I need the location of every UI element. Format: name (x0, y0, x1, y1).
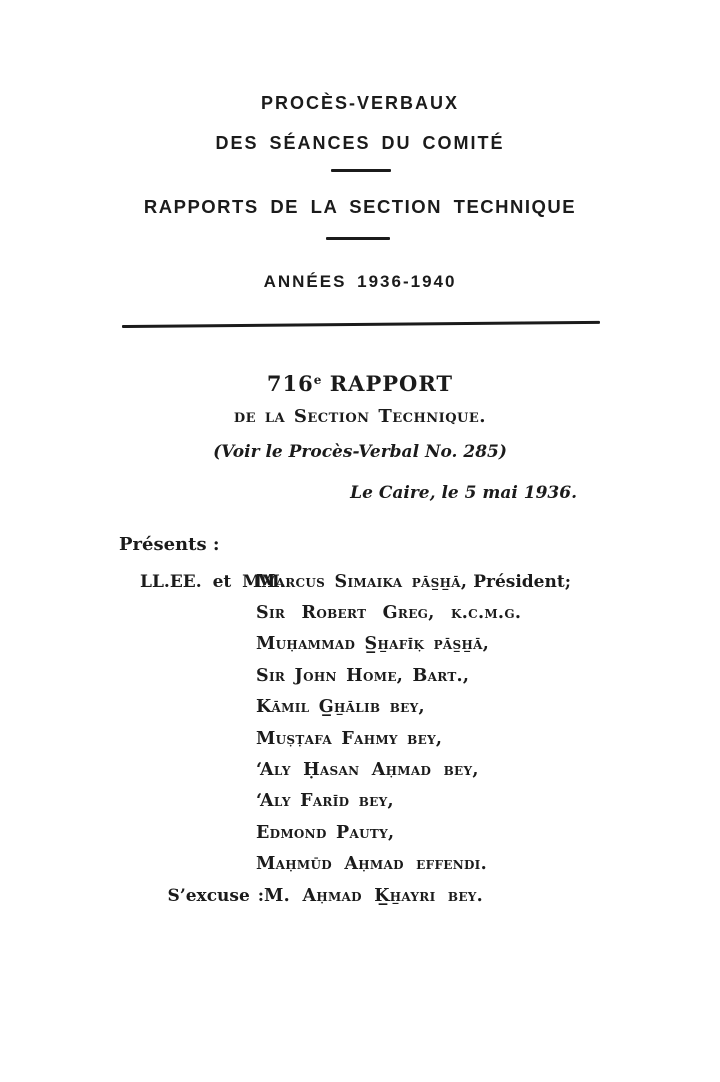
attendee-row-excused (140, 880, 680, 911)
reference-note: (Voir le Procès-Verbal No. 285) (213, 442, 507, 462)
document-title-line-3: RAPPORTS DE LA SECTION TECHNIQUE (143, 196, 577, 217)
short-divider-rule-1 (331, 169, 391, 172)
attendee-row (140, 817, 680, 848)
excuse-label: S’excuse : (167, 885, 264, 906)
attendee-name: Edmond Pauty, (256, 822, 395, 843)
report-subtitle: de la Section Technique. (233, 406, 487, 427)
attendee-list (140, 566, 680, 911)
report-number: 716 (266, 371, 314, 396)
document-title-line-1: PROCÈS-VERBAUX (260, 93, 460, 113)
attendee-name: ‘Aly Farīd bey, (256, 791, 394, 812)
presents-label: Présents : (119, 534, 220, 555)
report-ordinal-suffix: e (313, 373, 322, 387)
attendee-role: Président; (467, 571, 571, 592)
attendee-row (140, 692, 680, 723)
attendee-name: M. Aḥmad K̲h̲ayri bey. (264, 885, 484, 906)
years-line: ANNÉES 1936-1940 (263, 272, 457, 291)
report-title (0, 368, 720, 396)
report-title-word: RAPPORT (329, 371, 454, 396)
attendee-name: Kāmil G̲h̲ālib bey, (256, 697, 425, 718)
attendee-name: Marcus Simaika pās̲h̲ā, (256, 571, 468, 592)
attendee-row (140, 660, 680, 691)
short-divider-rule-2 (326, 237, 390, 240)
attendee-name: Maḥmūd Aḥmad effendi. (256, 854, 487, 875)
attendee-name: Sir John Home, Bart., (256, 665, 470, 686)
attendee-row (140, 786, 680, 817)
attendee-name: Sir Robert Greg, k.c.m.g. (256, 603, 522, 624)
attendee-name: Muṣṭafa Fahmy bey, (256, 728, 443, 749)
long-divider-rule (122, 321, 600, 328)
attendee-row (140, 629, 680, 660)
attendee-row (140, 723, 680, 754)
attendee-row (140, 566, 680, 597)
dateline: Le Caire, le 5 mai 1936. (350, 483, 577, 503)
attendee-row (140, 597, 680, 628)
attendee-name: Muḥammad S̲h̲afīḳ pās̲h̲ā, (256, 634, 490, 655)
attendee-row (140, 849, 680, 880)
attendee-row (140, 754, 680, 785)
attendee-group-label: LL.EE. et MM. (140, 571, 286, 592)
attendee-name: ‘Aly Ḥasan Aḥmad bey, (256, 760, 479, 781)
document-title-line-2: DES SÉANCES DU COMITÉ (215, 133, 505, 153)
